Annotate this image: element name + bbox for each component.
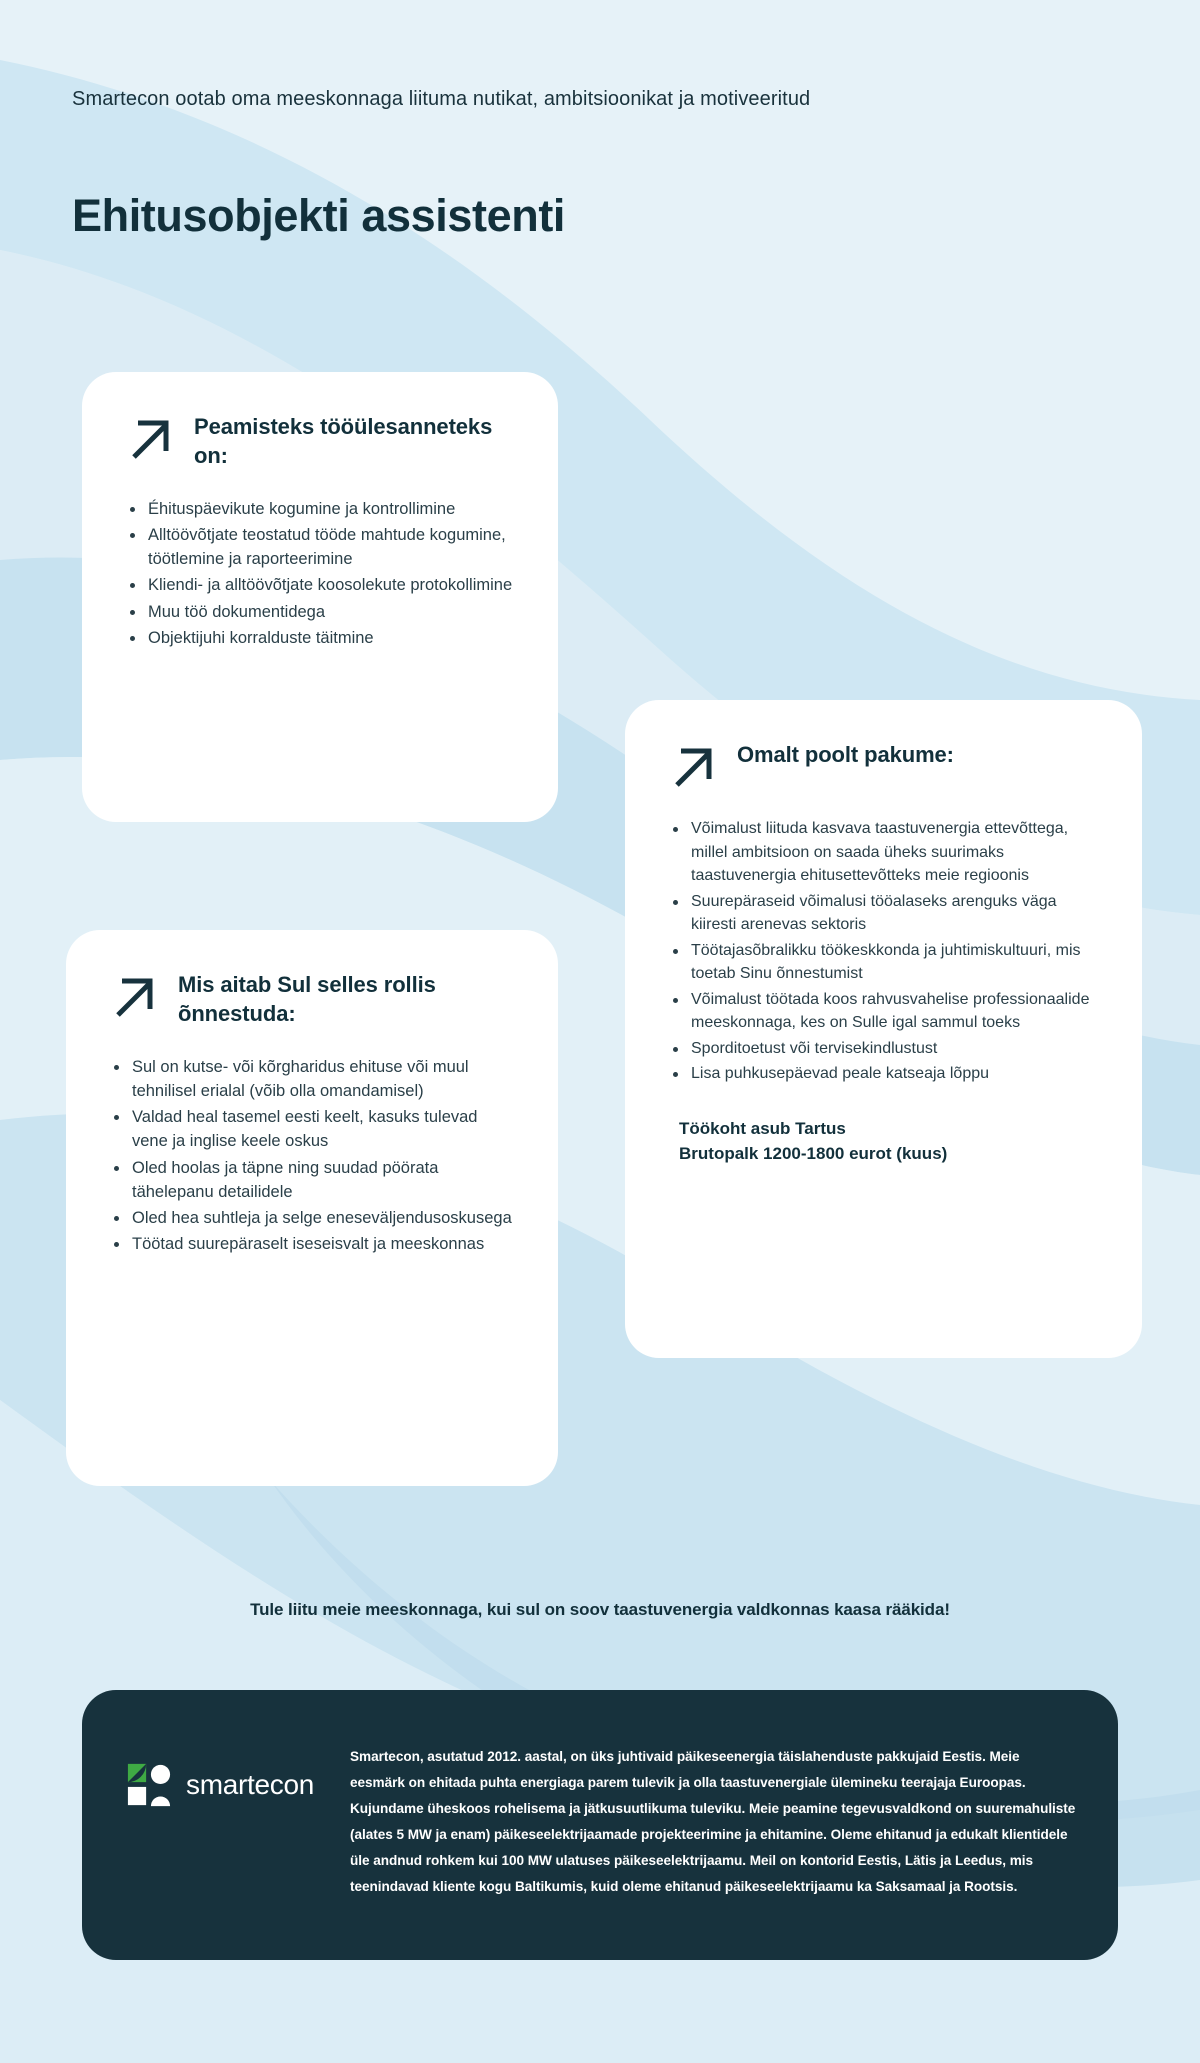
list-item: Kliendi- ja alltöövõtjate koosolekute protokollimine xyxy=(126,573,516,597)
list-item: Valdad heal tasemel eesti keelt, kasuks tulevad vene ja inglise keele oskus xyxy=(110,1105,516,1154)
smartecon-logo-icon xyxy=(126,1762,172,1808)
card-what-we-offer xyxy=(625,700,1142,1358)
card-header xyxy=(669,740,1100,791)
list-item: Oled hoolas ja täpne ning suudad pöörata tähelepanu detailidele xyxy=(110,1156,516,1205)
salary-range: Brutopalk 1200-1800 eurot (kuus) xyxy=(679,1144,948,1164)
list-item: Suurepäraseid võimalusi tööalaseks arenguks väga kiiresti arenevas sektoris xyxy=(669,890,1100,937)
card-header xyxy=(126,412,516,471)
card-title: Peamisteks tööülesanneteks on: xyxy=(194,414,493,469)
list-item: Võimalust liituda kasvava taastuvenergia ettevõttega, millel ambitsioon on saada üheks suurimaks taastuvenergia ehitusettevõtteks meie regioonis xyxy=(669,817,1100,888)
arrow-up-right-icon xyxy=(110,973,158,1021)
arrow-up-right-icon xyxy=(126,415,174,463)
list-item: Alltöövõtjate teostatud tööde mahtude kogumine, töötlemine ja raporteerimine xyxy=(126,523,516,572)
list-item: Töötajasõbralikku töökeskkonda ja juhtimiskultuuri, mis toetab Sinu õnnestumist xyxy=(669,939,1100,986)
list-item: Võimalust töötada koos rahvusvahelise professionaalide meeskonnaga, kes on Sulle igal sammul toeks xyxy=(669,988,1100,1035)
list-item: Töötad suurepäraselt iseseisvalt ja meeskonnas xyxy=(110,1232,516,1256)
card-header xyxy=(110,970,516,1029)
list-item: Oled hea suhtleja ja selge eneseväljendusoskusega xyxy=(110,1206,516,1230)
intro-kicker: Smartecon ootab oma meeskonnaga liituma nutikat, ambitsioonikat ja motiveeritud xyxy=(72,88,811,110)
requirements-list xyxy=(110,1055,516,1257)
list-item: Muu töö dokumentidega xyxy=(126,600,516,624)
company-footer xyxy=(82,1690,1118,1960)
arrow-up-right-icon xyxy=(669,743,717,791)
list-item: Objektijuhi korralduste täitmine xyxy=(126,626,516,650)
list-item: Sporditoetust või tervisekindlustust xyxy=(669,1037,1100,1061)
card-title: Mis aitab Sul selles rollis õnnestuda: xyxy=(178,972,436,1027)
offer-list xyxy=(669,817,1100,1086)
list-item: Lisa puhkusepäevad peale katseaja lõppu xyxy=(669,1062,1100,1086)
list-item: Sul on kutse- või kõrgharidus ehituse või muul tehnilisel erialal (võib olla omandamisel) xyxy=(110,1055,516,1104)
employment-details xyxy=(669,1116,1100,1167)
card-title: Omalt poolt pakume: xyxy=(737,742,954,767)
page-title: Ehitusobjekti assistenti xyxy=(72,190,566,242)
card-success-factors xyxy=(66,930,558,1486)
work-location: Töökoht asub Tartus xyxy=(679,1118,846,1138)
call-to-action-text: Tule liitu meie meeskonnaga, kui sul on soov taastuvenergia valdkonnas kaasa rääkida! xyxy=(250,1600,950,1619)
list-item: Éhituspäevikute kogumine ja kontrollimine xyxy=(126,497,516,521)
company-description: Smartecon, asutatud 2012. aastal, on üks juhtivaid päikeseenergia täislahenduste pakkujaid Eestis. Meie eesmärk on ehitada puhta energiaga parem tulevik ja olla taastuvenergiale ülemineku teerajaja Euroopas. Kujundame üheskoos rohelisema ja jätkusuutlikuma tuleviku. Meie peamine tegevusvaldkond on suuremahuliste (alates 5 MW ja enam) päikeseelektrijaamade projekteerimine ja ehitamine. Oleme ehitanud ja edukalt klientidele üle andnud rohkem kui 100 MW ulatuses päikeseelektrijaamu. Meil on kontorid Eestis, Lätis ja Leedus, mis teenindavad kliente kogu Baltikumis, kuid oleme ehitanud päikeseelektrijaamu ka Saksamaal ja Rootsis. xyxy=(350,1748,1076,1895)
brand-lockup xyxy=(126,1762,314,1808)
brand-name: smartecon xyxy=(186,1769,315,1800)
duties-list xyxy=(126,497,516,651)
card-main-duties xyxy=(82,372,558,822)
